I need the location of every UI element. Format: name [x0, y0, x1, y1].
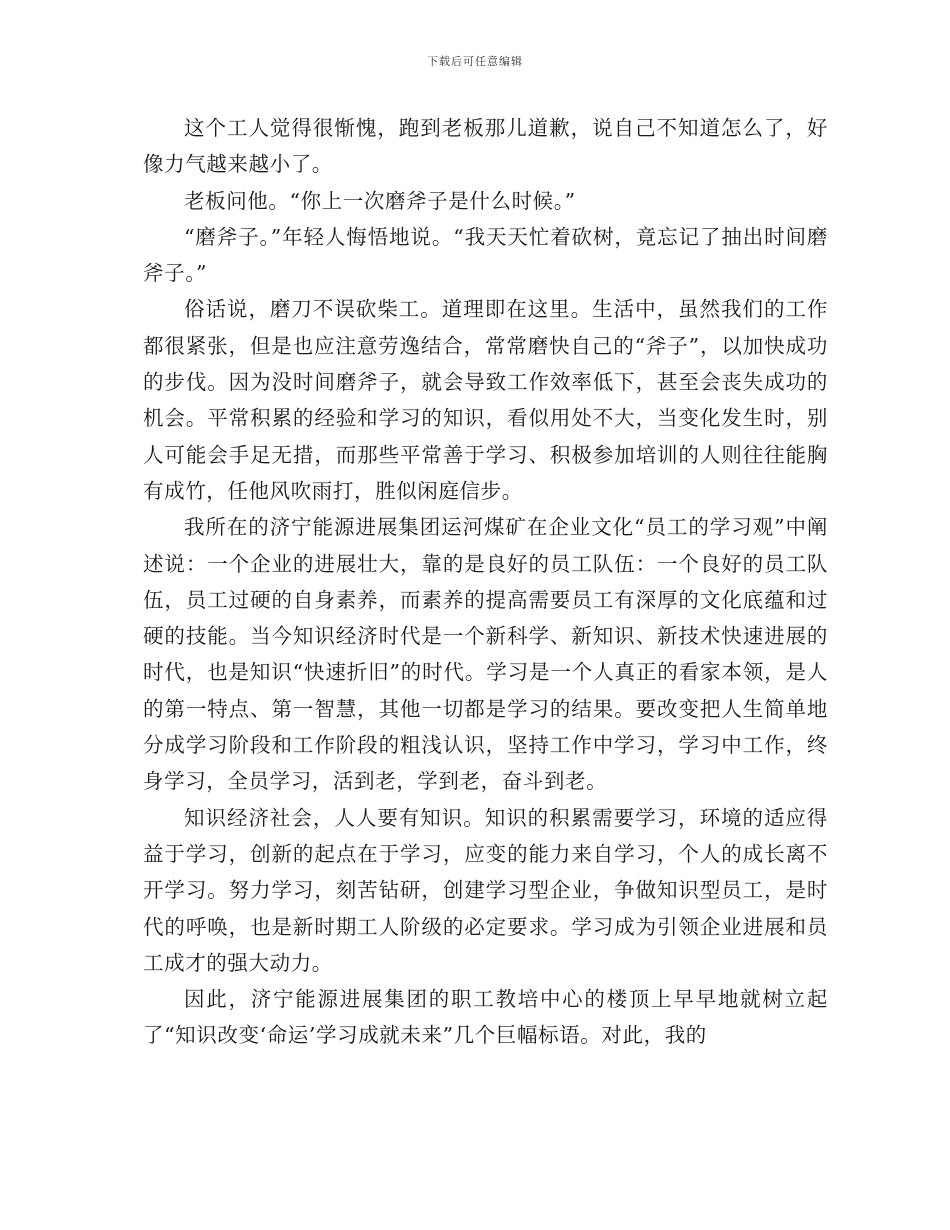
- paragraph: 我所在的济宁能源进展集团运河煤矿在企业文化“员工的学习观”中阐述说：一个企业的进展壮大，靠的是良好的员工队伍：一个良好的员工队伍，员工过硬的自身素养，而素养的提高需要员工有深厚的文化底蕴和过硬的技能。当今知识经济时代是一个新科学、新知识、新技术快速进展的时代，也是知识“快速折旧”的时代。学习是一个人真正的看家本领，是人的第一特点、第一智慧，其他一切都是学习的结果。要改变把人生简单地分成学习阶段和工作阶段的粗浅认识，坚持工作中学习，学习中工作，终身学习，全员学习，活到老，学到老，奋斗到老。: [143, 515, 828, 794]
- page-header: 下载后可任意编辑: [427, 55, 523, 68]
- document-body: [143, 110, 828, 1054]
- paragraph: 老板问他。“你上一次磨斧子是什么时候。”: [184, 188, 576, 213]
- paragraph: 俗话说，磨刀不误砍柴工。道理即在这里。生活中，虽然我们的工作都很紧张，但是也应注意劳逸结合，常常磨快自己的“斧子”，以加快成功的步伐。因为没时间磨斧子，就会导致工作效率低下，甚至会丧失成功的机会。平常积累的经验和学习的知识，看似用处不大，当变化发生时，别人可能会手足无措，而那些平常善于学习、积极参加培训的人则往往能胸有成竹，任他风吹雨打，胜似闲庭信步。: [143, 297, 828, 503]
- paragraph: 这个工人觉得很惭愧，跑到老板那儿道歉，说自己不知道怎么了，好像力气越来越小了。: [143, 116, 828, 177]
- paragraph: 因此，济宁能源进展集团的职工教培中心的楼顶上早早地就树立起了“知识改变‘命运’学习成就未来”几个巨幅标语。对此，我的: [143, 987, 828, 1048]
- paragraph: “磨斧子。”年轻人悔悟地说。“我天天忙着砍树，竟忘记了抽出时间磨斧子。”: [143, 224, 828, 286]
- paragraph: 知识经济社会，人人要有知识。知识的积累需要学习，环境的适应得益于学习，创新的起点在于学习，应变的能力来自学习，个人的成长离不开学习。努力学习，刻苦钻研，创建学习型企业，争做知识型员工，是时代的呼唤，也是新时期工人阶级的必定要求。学习成为引领企业进展和员工成才的强大动力。: [143, 805, 828, 975]
